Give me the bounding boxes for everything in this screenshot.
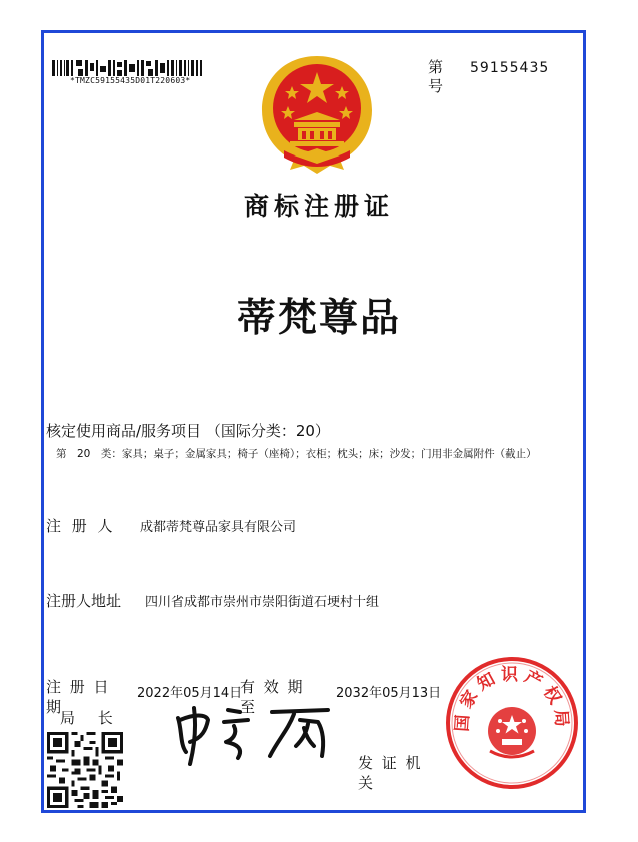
issuer-label: 发 证 机 关 xyxy=(358,754,421,792)
barcode-text: *TMZC59155435D01T220603* xyxy=(70,76,191,85)
national-emblem-icon xyxy=(254,48,380,178)
address-label: 注册人地址 xyxy=(46,592,122,610)
valid-until-date: 2032年05月13日 xyxy=(336,686,442,701)
registrant-value: 成都蒂梵尊品家具有限公司 xyxy=(140,520,297,535)
registration-date: 2022年05月14日 xyxy=(137,686,243,701)
barcode xyxy=(52,60,202,76)
registration-number-label: 第 号 xyxy=(428,58,444,95)
trademark-name: 蒂梵尊品 xyxy=(236,296,401,341)
valid-until-label: 有 效 期 至 xyxy=(240,678,303,716)
qr-code xyxy=(47,732,123,808)
address-value: 四川省成都市崇州市崇阳街道石埂村十组 xyxy=(145,595,380,610)
director-signature xyxy=(168,700,338,768)
registrant-label: 注 册 人 xyxy=(46,517,113,535)
svg-text:国家知识产权局: 国家知识产权局 xyxy=(452,664,572,733)
director-label: 局 长 xyxy=(60,709,113,727)
goods-heading: 核定使用商品/服务项目 （国际分类：20） xyxy=(46,422,330,440)
certificate-title: 商标注册证 xyxy=(243,192,394,221)
official-seal xyxy=(444,655,580,791)
registration-date-label: 注 册 日 期 xyxy=(46,678,109,716)
registration-number: 59155435 xyxy=(470,60,550,76)
goods-list: 第 20 类：家具；桌子；金属家具；椅子（座椅）；衣柜；枕头；床；沙发；门用非金属附件（截止） xyxy=(56,448,537,460)
